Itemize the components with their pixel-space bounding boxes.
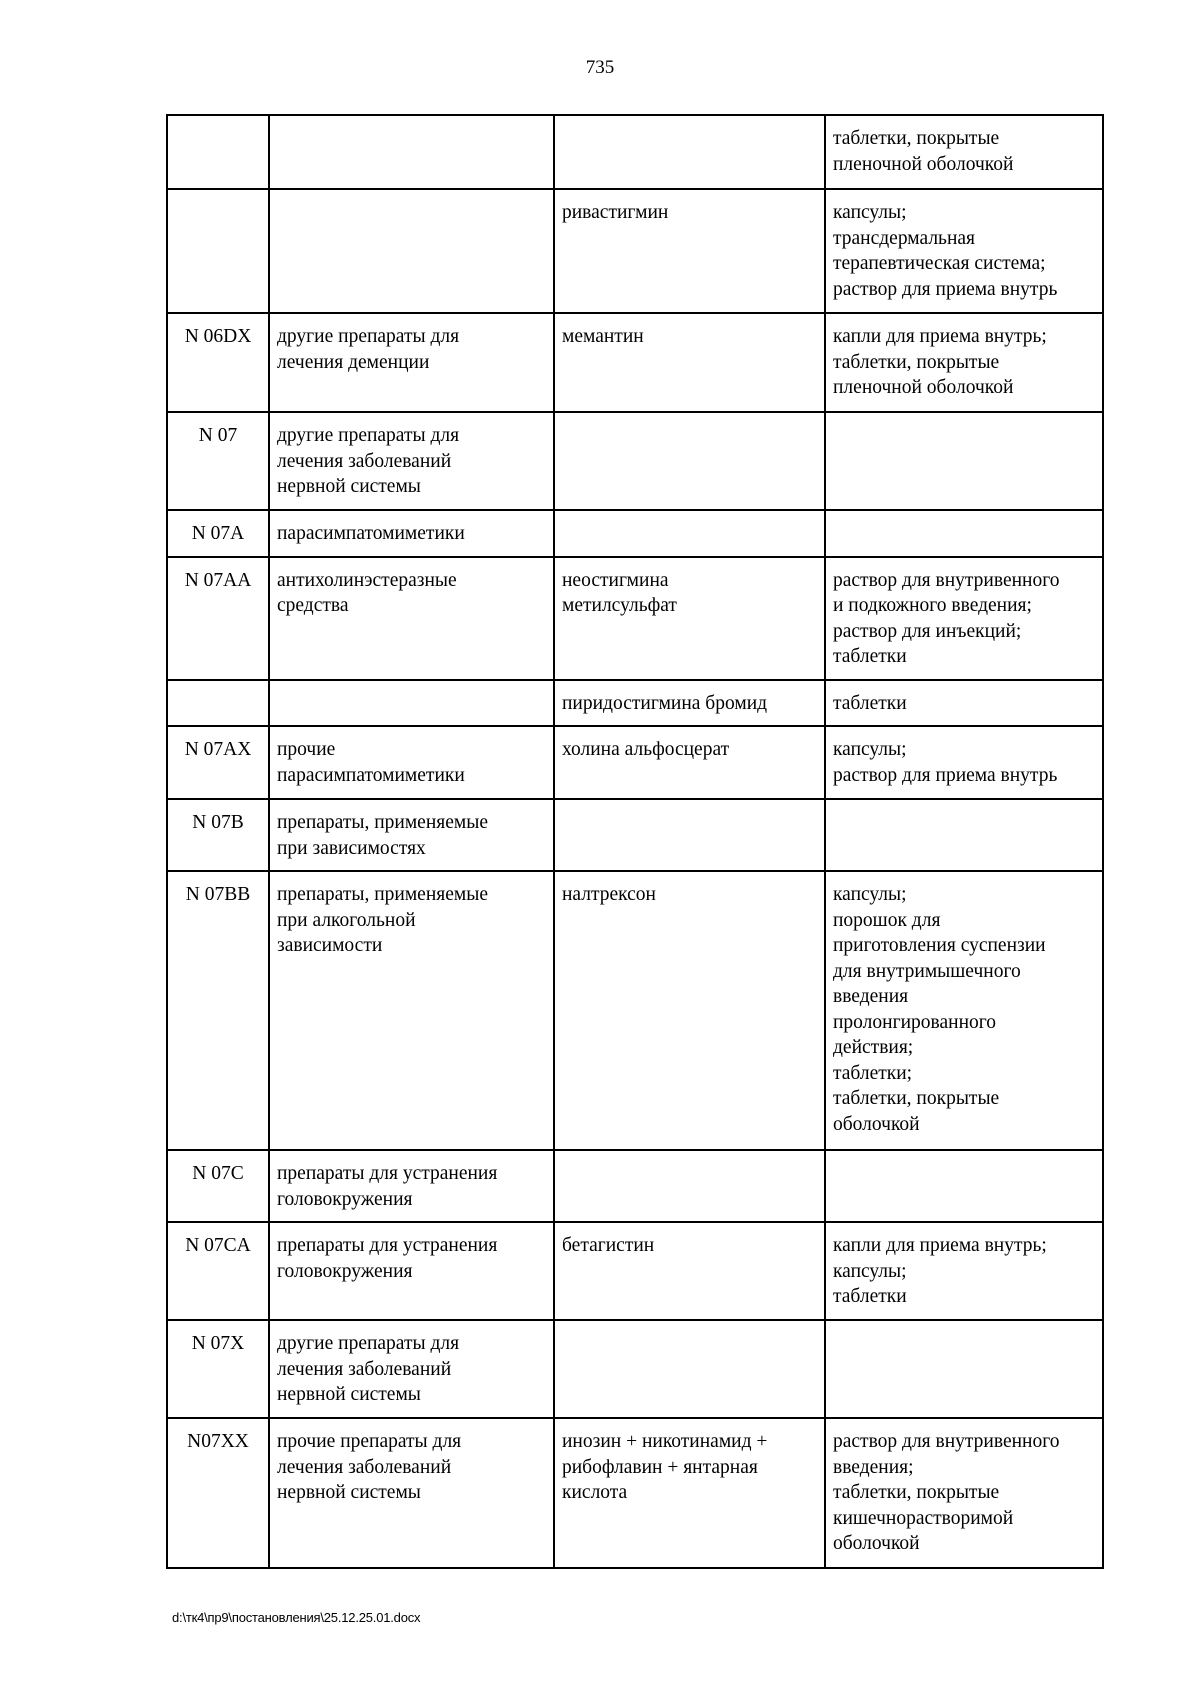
table-row [167, 189, 1103, 313]
table-row [167, 726, 1103, 799]
dosage-forms-cell [825, 1222, 1103, 1320]
cell-line: таблетки [833, 646, 907, 667]
group-name-cell [269, 1222, 554, 1320]
cell-line: кишечнорастворимой [833, 1507, 1014, 1529]
drug-name-cell [554, 313, 825, 412]
drug-table [166, 114, 1104, 1569]
cell-line: неостигмина [562, 569, 669, 591]
cell-line: антихолинэстеразные [277, 569, 457, 591]
cell-line: таблетки, покрытые [833, 1482, 1000, 1503]
cell-line: оболочкой [833, 1533, 920, 1554]
table-row [167, 1150, 1103, 1222]
cell-line: действия; [833, 1037, 914, 1058]
drug-name-cell [554, 799, 825, 871]
file-path-footer: d:\тк4\пр9\постановления\25.12.25.01.docx [172, 1610, 421, 1625]
cell-line: лечения заболеваний [277, 450, 452, 472]
group-name-cell [269, 510, 554, 557]
cell-line: капсулы; [833, 884, 907, 905]
atc-code-cell: N 07C [167, 1150, 269, 1222]
atc-code-cell [167, 189, 269, 313]
cell-line: таблетки, покрытые [833, 1088, 1000, 1109]
table-row [167, 313, 1103, 412]
cell-line: рибофлавин + янтарная [562, 1456, 758, 1478]
cell-line: введения [833, 986, 909, 1007]
cell-line: лечения деменции [277, 351, 430, 373]
cell-line: нервной системы [277, 1482, 421, 1503]
cell-line: капсулы; [833, 1260, 907, 1282]
cell-line: метилсульфат [562, 595, 677, 616]
table-row [167, 412, 1103, 510]
cell-line: нервной системы [277, 1384, 421, 1405]
cell-line: холина альфосцерат [562, 739, 730, 760]
drug-name-cell [554, 680, 825, 727]
cell-line: таблетки [833, 692, 907, 714]
cell-line: терапевтическая система; [833, 253, 1046, 274]
dosage-forms-cell [825, 680, 1103, 727]
drug-name-cell [554, 115, 825, 189]
table-row [167, 1222, 1103, 1320]
group-name-cell [269, 115, 554, 189]
cell-line: приготовления суспензии [833, 935, 1046, 956]
group-name-cell [269, 726, 554, 799]
atc-code-cell: N 06DX [167, 313, 269, 412]
atc-code-cell: N 07B [167, 799, 269, 871]
dosage-forms-cell [825, 1150, 1103, 1222]
atc-code-cell: N 07AA [167, 557, 269, 680]
cell-line: таблетки, покрытые [833, 351, 1000, 373]
cell-line: оболочкой [833, 1113, 920, 1135]
page-number: 735 [585, 57, 615, 78]
table-row [167, 871, 1103, 1150]
cell-line: пролонгированного [833, 1011, 997, 1033]
cell-line: препараты для устранения [277, 1235, 498, 1256]
cell-line: другие препараты для [277, 425, 460, 446]
dosage-forms-cell [825, 1418, 1103, 1568]
group-name-cell [269, 313, 554, 412]
group-name-cell [269, 1418, 554, 1568]
cell-line: таблетки [833, 1286, 907, 1307]
drug-table-body [167, 115, 1103, 1568]
cell-line: прочие препараты для [277, 1431, 462, 1452]
cell-line: пленочной оболочкой [833, 377, 1014, 398]
cell-line: капсулы; [833, 202, 907, 223]
cell-line: пиридостигмина бромид [562, 692, 768, 714]
drug-name-cell [554, 189, 825, 313]
drug-name-cell [554, 726, 825, 799]
cell-line: другие препараты для [277, 326, 460, 347]
group-name-cell [269, 557, 554, 680]
atc-code-cell: N 07A [167, 510, 269, 557]
cell-line: и подкожного введения; [833, 595, 1032, 616]
drug-name-cell [554, 1418, 825, 1568]
cell-line: раствор для приема внутрь [833, 278, 1058, 300]
atc-code-cell: N07XX [167, 1418, 269, 1568]
dosage-forms-cell [825, 189, 1103, 313]
cell-line: таблетки; [833, 1062, 913, 1084]
atc-code-cell: N 07CA [167, 1222, 269, 1320]
cell-line: лечения заболеваний [277, 1456, 452, 1478]
group-name-cell [269, 799, 554, 871]
cell-line: другие препараты для [277, 1333, 460, 1354]
cell-line: для внутримышечного [833, 960, 1021, 982]
cell-line: средства [277, 595, 349, 616]
dosage-forms-cell [825, 726, 1103, 799]
cell-line: головокружения [277, 1260, 413, 1282]
atc-code-cell: N 07AX [167, 726, 269, 799]
cell-line: пленочной оболочкой [833, 153, 1014, 175]
cell-line: капсулы; [833, 739, 907, 760]
dosage-forms-cell [825, 799, 1103, 871]
table-row [167, 680, 1103, 727]
drug-name-cell [554, 1320, 825, 1418]
atc-code-cell [167, 115, 269, 189]
table-row [167, 1320, 1103, 1418]
cell-line: препараты для устранения [277, 1163, 498, 1184]
dosage-forms-cell [825, 510, 1103, 557]
cell-line: таблетки, покрытые [833, 128, 1000, 149]
cell-line: лечения заболеваний [277, 1358, 452, 1380]
cell-line: капли для приема внутрь; [833, 326, 1047, 347]
atc-code-cell [167, 680, 269, 727]
cell-line: препараты, применяемые [277, 812, 488, 833]
cell-line: раствор для приема внутрь [833, 764, 1058, 786]
atc-code-cell: N 07X [167, 1320, 269, 1418]
cell-line: капли для приема внутрь; [833, 1235, 1047, 1256]
cell-line: головокружения [277, 1188, 413, 1210]
cell-line: инозин + никотинамид + [562, 1431, 768, 1452]
cell-line: нервной системы [277, 476, 421, 497]
cell-line: раствор для внутривенного [833, 1431, 1060, 1452]
table-row [167, 510, 1103, 557]
dosage-forms-cell [825, 115, 1103, 189]
cell-line: зависимости [277, 935, 383, 956]
cell-line: трансдермальная [833, 227, 976, 249]
cell-line: мемантин [562, 326, 644, 347]
group-name-cell [269, 871, 554, 1150]
group-name-cell [269, 680, 554, 727]
drug-name-cell [554, 1150, 825, 1222]
cell-line: при алкогольной [277, 909, 416, 931]
table-row [167, 557, 1103, 680]
cell-line: раствор для внутривенного [833, 569, 1060, 591]
cell-line: раствор для инъекций; [833, 620, 1022, 642]
drug-name-cell [554, 1222, 825, 1320]
dosage-forms-cell [825, 871, 1103, 1150]
table-row [167, 115, 1103, 189]
dosage-forms-cell [825, 1320, 1103, 1418]
group-name-cell [269, 412, 554, 510]
cell-line: парасимпатомиметики [277, 764, 465, 786]
drug-name-cell [554, 557, 825, 680]
cell-line: прочие [277, 739, 336, 760]
drug-name-cell [554, 510, 825, 557]
atc-code-cell: N 07 [167, 412, 269, 510]
dosage-forms-cell [825, 412, 1103, 510]
group-name-cell [269, 1320, 554, 1418]
cell-line: препараты, применяемые [277, 884, 488, 905]
atc-code-cell: N 07BB [167, 871, 269, 1150]
group-name-cell [269, 1150, 554, 1222]
cell-line: при зависимостях [277, 837, 426, 859]
table-row [167, 799, 1103, 871]
cell-line: парасимпатомиметики [277, 523, 465, 544]
cell-line: ривастигмин [562, 202, 669, 223]
cell-line: введения; [833, 1456, 914, 1478]
drug-name-cell [554, 412, 825, 510]
cell-line: бетагистин [562, 1235, 655, 1256]
drug-name-cell [554, 871, 825, 1150]
cell-line: кислота [562, 1482, 628, 1503]
cell-line: налтрексон [562, 884, 656, 905]
dosage-forms-cell [825, 313, 1103, 412]
cell-line: порошок для [833, 909, 941, 931]
table-row [167, 1418, 1103, 1568]
dosage-forms-cell [825, 557, 1103, 680]
group-name-cell [269, 189, 554, 313]
